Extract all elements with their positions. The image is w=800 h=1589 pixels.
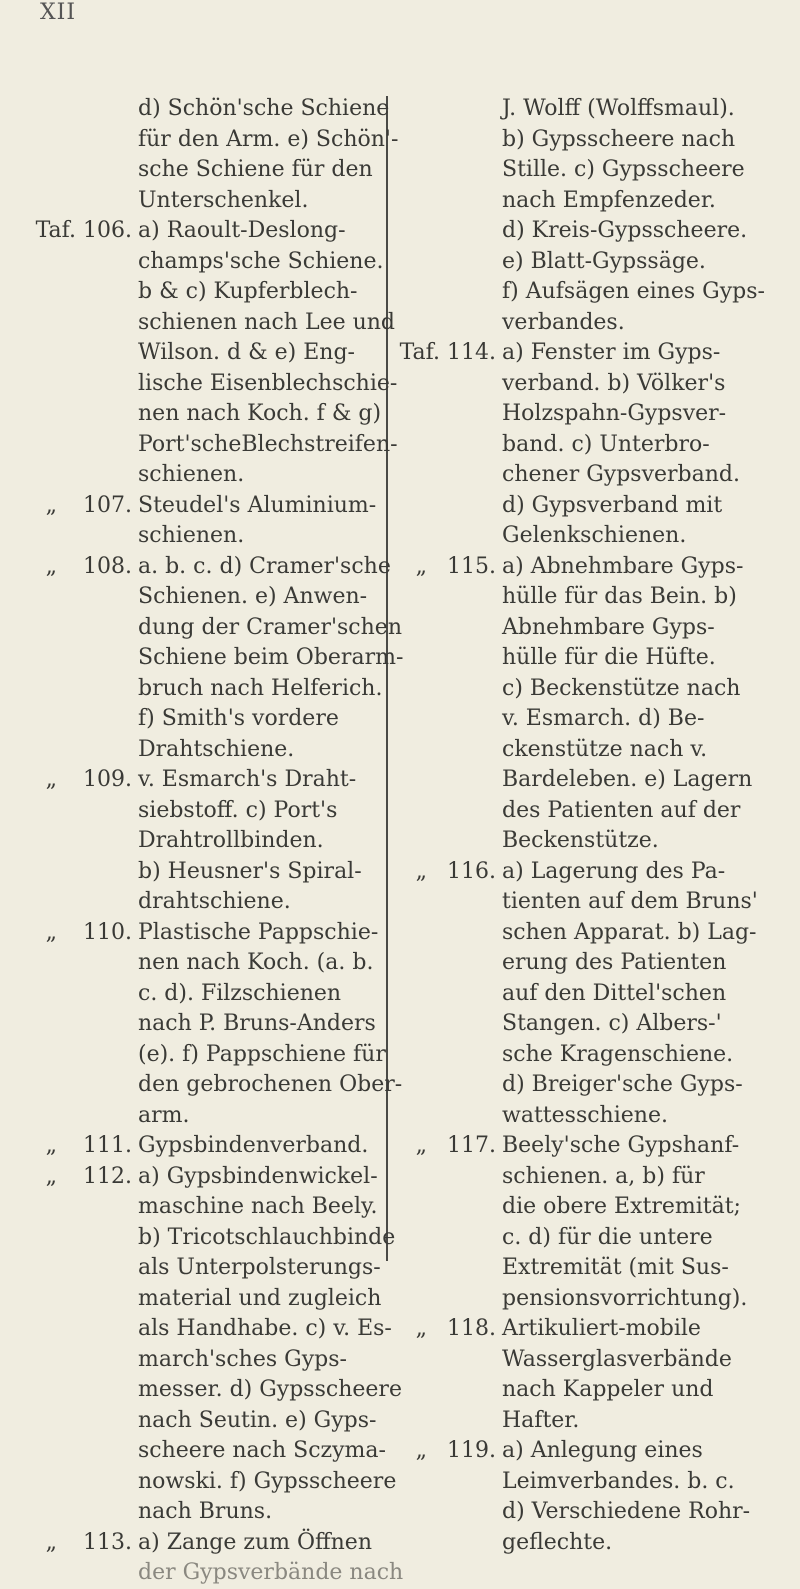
plate-label — [8, 552, 138, 583]
text-line: siebstoff. c) Port's — [138, 797, 338, 823]
index-entry — [8, 765, 380, 918]
text-line: d) Schön'sche Schiene — [138, 96, 390, 121]
text-line: Beckenstütze. — [502, 828, 659, 853]
text-line: Drahtschiene. — [138, 736, 295, 762]
ditto-mark: „ — [415, 1133, 428, 1158]
entry-text — [138, 552, 403, 766]
text-line: hülle für die Hüfte. — [502, 645, 716, 670]
text-line: Gypsbindenverband. — [138, 1133, 369, 1158]
text-line: Unterschenkel. — [138, 187, 309, 213]
index-entry — [395, 552, 775, 857]
text-line: nowski. f) Gypsscheere — [138, 1468, 397, 1494]
ditto-mark: „ — [45, 492, 58, 518]
text-line: Leimverbandes. b. c. — [502, 1468, 735, 1494]
text-line: als Unterpolsterungs- — [138, 1255, 381, 1280]
plate-label — [395, 552, 502, 583]
text-line: den gebrochenen Ober- — [138, 1072, 403, 1097]
text-line: verband. b) Völker's — [502, 370, 726, 396]
text-line: Bardeleben. e) Lagern — [502, 767, 753, 792]
plate-number: 117. — [447, 1133, 496, 1158]
ditto-mark: „ — [45, 553, 58, 579]
entry-text — [502, 338, 775, 552]
plate-label — [8, 1528, 138, 1559]
text-line: f) Smith's vordere — [138, 706, 339, 731]
text-line: a) Fenster im Gyps- — [502, 340, 721, 365]
text-line: auf den Dittel'schen — [502, 980, 727, 1006]
text-line: chener Gypsverband. — [502, 462, 740, 487]
plate-number: 116. — [447, 858, 496, 884]
text-line: maschine nach Beely. — [138, 1194, 378, 1219]
plate-label — [8, 918, 138, 949]
index-entry — [8, 552, 404, 766]
page-number: XII — [40, 0, 77, 25]
text-line: d) Breiger'sche Gyps- — [502, 1072, 743, 1097]
text-line: f) Aufsägen eines Gyps- — [502, 279, 765, 304]
text-line: bruch nach Helferich. — [138, 675, 383, 701]
plate-label — [395, 1436, 502, 1467]
plate-label — [8, 1162, 138, 1193]
entry-text — [502, 857, 775, 1132]
plate-number: 119. — [447, 1438, 496, 1463]
text-line: für den Arm. e) Schön'- — [138, 126, 399, 152]
text-line: a) Gypsbindenwickel- — [138, 1163, 378, 1189]
plate-number: 118. — [447, 1316, 496, 1341]
text-line: arm. — [138, 1102, 190, 1128]
text-line: Holzspahn-Gypsver- — [502, 401, 727, 426]
plate-number: 108. — [83, 553, 132, 579]
text-line: messer. d) Gypsscheere — [138, 1377, 402, 1402]
text-line: nen nach Koch. (a. b. — [138, 950, 374, 975]
index-entry — [395, 338, 775, 552]
text-line: dung der Cramer'schen — [138, 614, 402, 640]
text-line: erung des Patienten — [502, 950, 727, 975]
plate-label — [395, 857, 502, 888]
text-line: v. Esmarch. d) Be- — [502, 706, 705, 731]
plate-number: 112. — [83, 1163, 132, 1189]
text-line: b) Heusner's Spiral- — [138, 858, 362, 884]
index-entry — [8, 1131, 380, 1162]
text-line: (e). f) Pappschiene für — [138, 1041, 386, 1067]
text-line: nach Bruns. — [138, 1499, 273, 1524]
text-line: a. b. c. d) Cramer'sche — [138, 553, 391, 579]
ditto-mark: „ — [415, 1316, 428, 1341]
text-line: die obere Extremität; — [502, 1194, 741, 1219]
ditto-mark: „ — [415, 858, 428, 884]
text-line: Schiene beim Oberarm- — [138, 645, 404, 670]
ditto-mark: „ — [45, 1133, 58, 1158]
text-line: sche Schiene für den — [138, 157, 373, 182]
text-line: a) Zange zum Öffnen — [138, 1529, 372, 1555]
text-line: a) Anlegung eines — [502, 1438, 703, 1463]
text-line: lische Eisenblechschie- — [138, 370, 398, 396]
text-line: Gelenkschienen. — [502, 523, 687, 548]
index-entry — [8, 94, 399, 216]
text-line: a) Raoult-Deslong- — [138, 218, 346, 243]
entry-text — [138, 1162, 402, 1528]
text-line: Wasserglasverbände — [502, 1346, 732, 1372]
text-line: Schienen. e) Anwen- — [138, 584, 368, 609]
plate-label — [8, 491, 138, 522]
text-line: Extremität (mit Sus- — [502, 1255, 729, 1280]
index-entry — [8, 1528, 404, 1589]
index-entry — [8, 1162, 402, 1528]
text-line: schienen. — [138, 523, 245, 548]
entry-text — [502, 1436, 775, 1558]
index-entry — [395, 1314, 775, 1436]
ditto-mark: „ — [45, 1163, 58, 1189]
text-line: nach Kappeler und — [502, 1377, 714, 1402]
index-entry — [395, 857, 775, 1132]
text-line: c. d). Filzschienen — [138, 980, 342, 1006]
ditto-mark: „ — [45, 767, 58, 792]
ditto-mark: „ — [415, 1438, 428, 1463]
plate-label — [8, 216, 138, 247]
text-line: material und zugleich — [138, 1285, 382, 1311]
plate-number: 109. — [83, 767, 132, 792]
index-entry — [8, 918, 403, 1132]
text-line: nach P. Bruns-Anders — [138, 1011, 376, 1036]
text-line: schienen nach Lee und — [138, 309, 396, 335]
text-line: sche Kragenschiene. — [502, 1041, 734, 1067]
text-line: champs'sche Schiene. — [138, 248, 384, 274]
ditto-mark: „ — [45, 1529, 58, 1555]
text-line: d) Verschiedene Rohr- — [502, 1499, 751, 1524]
plate-label — [395, 338, 502, 369]
text-line: Stangen. c) Albers-' — [502, 1011, 722, 1036]
ditto-mark: „ — [45, 919, 58, 945]
text-line: wattesschiene. — [502, 1102, 668, 1128]
plate-label — [395, 1314, 502, 1345]
text-line: Plastische Pappschie- — [138, 919, 379, 945]
text-line: c) Beckenstütze nach — [502, 675, 741, 701]
text-line: d) Kreis-Gypsscheere. — [502, 218, 748, 243]
entry-text — [138, 1131, 380, 1162]
plate-label — [395, 1131, 502, 1162]
text-line: des Patienten auf der — [502, 797, 741, 823]
plate-number: 107. — [83, 492, 132, 518]
text-line: v. Esmarch's Draht- — [138, 767, 357, 792]
index-entry — [395, 1436, 775, 1558]
text-line: hülle für das Bein. b) — [502, 584, 737, 609]
text-line: Abnehmbare Gyps- — [502, 614, 715, 640]
text-line: ckenstütze nach v. — [502, 736, 708, 762]
text-line: Hafter. — [502, 1407, 580, 1433]
text-line: march'sches Gyps- — [138, 1346, 347, 1372]
entry-text — [138, 1528, 403, 1589]
text-line: schen Apparat. b) Lag- — [502, 919, 757, 945]
text-line: pensionsvorrichtung). — [502, 1285, 748, 1311]
text-line: scheere nach Sczyma- — [138, 1438, 386, 1463]
text-line: band. c) Unterbro- — [502, 431, 710, 457]
text-line: Drahtrollbinden. — [138, 828, 324, 853]
entry-text — [138, 918, 402, 1132]
plate-number: Taf. 106. — [35, 218, 132, 243]
text-line: c. d) für die untere — [502, 1224, 713, 1250]
text-line: drahtschiene. — [138, 889, 291, 914]
index-entry — [395, 94, 775, 338]
ditto-mark: „ — [415, 553, 428, 579]
text-line: tienten auf dem Bruns' — [502, 889, 758, 914]
text-line: e) Blatt-Gypssäge. — [502, 248, 706, 274]
entry-text — [138, 94, 398, 216]
entry-text — [502, 552, 775, 857]
text-line: a) Lagerung des Pa- — [502, 858, 726, 884]
text-line: Artikuliert-mobile — [502, 1316, 701, 1341]
text-line: nach Seutin. e) Gyps- — [138, 1407, 377, 1433]
text-line: Port'scheBlechstreifen- — [138, 431, 398, 457]
index-entry — [8, 216, 398, 491]
text-line: nen nach Koch. f & g) — [138, 401, 382, 426]
entry-text — [502, 94, 775, 338]
plate-label — [8, 1131, 138, 1162]
plate-label — [8, 765, 138, 796]
text-line: verbandes. — [502, 309, 625, 335]
plate-number: 111. — [83, 1133, 132, 1158]
text-line: Wilson. d & e) Eng- — [138, 340, 355, 365]
text-line: Beely'sche Gypshanf- — [502, 1133, 740, 1158]
text-line: nach Empfenzeder. — [502, 187, 716, 213]
right-column — [395, 94, 775, 1558]
entry-text — [138, 765, 380, 918]
text-line: geflechte. — [502, 1529, 613, 1555]
index-entry — [8, 491, 380, 552]
text-line: der Gypsverbände nach — [138, 1560, 404, 1585]
plate-number: Taf. 114. — [399, 340, 496, 365]
text-line: J. Wolff (Wolffsmaul). — [502, 96, 735, 121]
plate-number: 110. — [83, 919, 132, 945]
text-line: als Handhabe. c) v. Es- — [138, 1316, 392, 1341]
text-line: b & c) Kupferblech- — [138, 279, 358, 304]
entry-text — [502, 1314, 775, 1436]
entry-text — [138, 491, 380, 552]
plate-number: 113. — [83, 1529, 132, 1555]
text-line: Steudel's Aluminium- — [138, 492, 377, 518]
text-line: schienen. — [138, 462, 245, 487]
text-line: b) Tricotschlauchbinde — [138, 1224, 396, 1250]
left-column — [8, 94, 404, 1589]
text-line: Stille. c) Gypsscheere — [502, 157, 745, 182]
text-line: a) Abnehmbare Gyps- — [502, 553, 744, 579]
text-line: b) Gypsscheere nach — [502, 126, 736, 152]
plate-number: 115. — [447, 553, 496, 579]
entry-text — [138, 216, 398, 491]
text-line: schienen. a, b) für — [502, 1163, 705, 1189]
text-line: d) Gypsverband mit — [502, 492, 723, 518]
